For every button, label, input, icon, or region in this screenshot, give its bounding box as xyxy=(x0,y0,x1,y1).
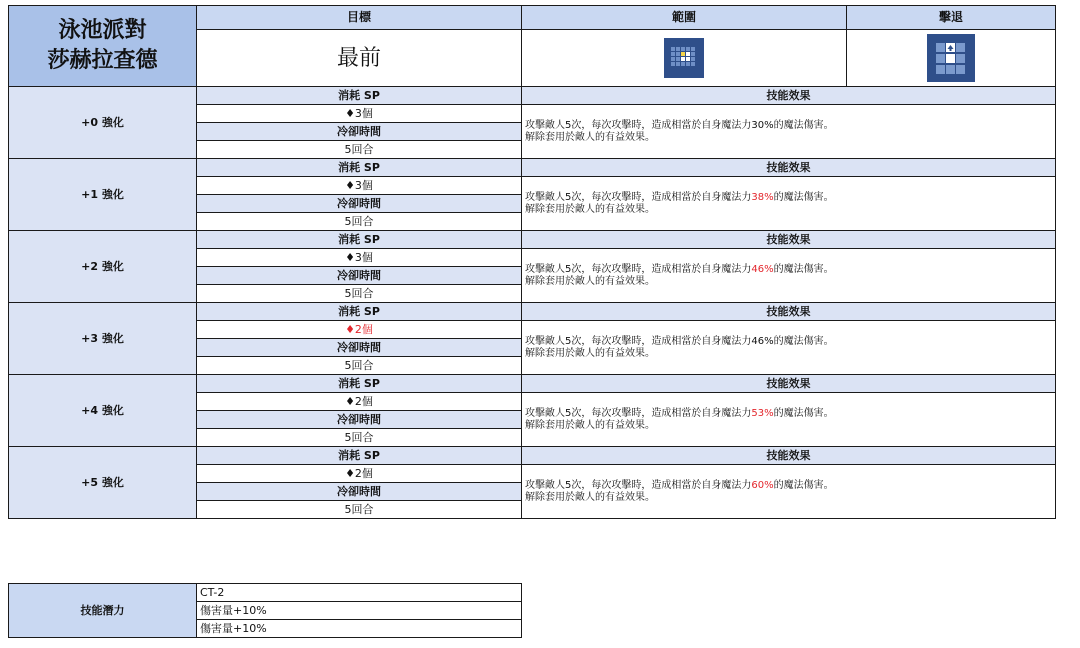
effect-line2: 解除套用於敵人的有益效果。 xyxy=(525,275,655,287)
cost-value: ♦3個 xyxy=(197,249,522,267)
effect-label: 技能效果 xyxy=(522,375,1056,393)
effect-part-a: 攻擊敵人5次，每次攻擊時，造成相當於自身魔法力 xyxy=(525,335,752,347)
level-label: +4 強化 xyxy=(9,375,197,447)
effect-part-a: 攻擊敵人5次，每次攻擊時，造成相當於自身魔法力 xyxy=(525,263,752,275)
cost-label: 消耗 SP xyxy=(197,303,522,321)
knockback-cell xyxy=(847,30,1056,87)
effect-text xyxy=(522,321,1056,375)
effect-text xyxy=(522,177,1056,231)
cooldown-label: 冷卻時間 xyxy=(197,195,522,213)
effect-line2: 解除套用於敵人的有益效果。 xyxy=(525,491,655,503)
skill-name-line2: 莎赫拉查德 xyxy=(47,48,158,73)
effect-percent: 53% xyxy=(751,407,774,419)
effect-percent: 30% xyxy=(751,119,774,131)
effect-text xyxy=(522,249,1056,303)
effect-percent: 38% xyxy=(751,191,774,203)
cooldown-value: 5回合 xyxy=(197,141,522,159)
skill-table xyxy=(8,5,1056,519)
effect-label: 技能效果 xyxy=(522,159,1056,177)
effect-percent: 46% xyxy=(751,263,774,275)
cooldown-label: 冷卻時間 xyxy=(197,483,522,501)
effect-part-b: 的魔法傷害。 xyxy=(773,479,834,491)
knockback-header: 擊退 xyxy=(847,6,1056,30)
cooldown-value: 5回合 xyxy=(197,501,522,519)
range-grid-icon xyxy=(664,38,704,78)
effect-text xyxy=(522,465,1056,519)
effect-part-b: 的魔法傷害。 xyxy=(773,191,834,203)
target-header: 目標 xyxy=(197,6,522,30)
effect-line2: 解除套用於敵人的有益效果。 xyxy=(525,131,655,143)
cost-value: ♦2個 xyxy=(197,393,522,411)
effect-line2: 解除套用於敵人的有益效果。 xyxy=(525,419,655,431)
potential-item: 傷害量+10% xyxy=(197,602,522,620)
effect-part-b: 的魔法傷害。 xyxy=(773,407,834,419)
level-label: +1 強化 xyxy=(9,159,197,231)
cooldown-value: 5回合 xyxy=(197,213,522,231)
range-header: 範圍 xyxy=(522,6,847,30)
effect-part-b: 的魔法傷害。 xyxy=(773,119,834,131)
cooldown-value: 5回合 xyxy=(197,357,522,375)
potential-table xyxy=(8,583,522,638)
cost-label: 消耗 SP xyxy=(197,447,522,465)
cost-value: ♦3個 xyxy=(197,177,522,195)
level-label: +2 強化 xyxy=(9,231,197,303)
effect-label: 技能效果 xyxy=(522,447,1056,465)
level-label: +0 強化 xyxy=(9,87,197,159)
level-label: +5 強化 xyxy=(9,447,197,519)
effect-label: 技能效果 xyxy=(522,87,1056,105)
cooldown-value: 5回合 xyxy=(197,429,522,447)
effect-part-a: 攻擊敵人5次，每次攻擊時，造成相當於自身魔法力 xyxy=(525,119,752,131)
cooldown-label: 冷卻時間 xyxy=(197,267,522,285)
level-label: +3 強化 xyxy=(9,303,197,375)
effect-percent: 60% xyxy=(751,479,774,491)
cooldown-label: 冷卻時間 xyxy=(197,123,522,141)
effect-part-a: 攻擊敵人5次，每次攻擊時，造成相當於自身魔法力 xyxy=(525,479,752,491)
cost-label: 消耗 SP xyxy=(197,87,522,105)
cost-label: 消耗 SP xyxy=(197,231,522,249)
effect-line1 xyxy=(525,480,1055,492)
effect-line2: 解除套用於敵人的有益效果。 xyxy=(525,347,655,359)
skill-name-line1: 泳池派對 xyxy=(58,18,147,43)
effect-text xyxy=(522,393,1056,447)
effect-line1 xyxy=(525,192,1055,204)
range-cell xyxy=(522,30,847,87)
effect-percent: 46% xyxy=(751,335,774,347)
cost-label: 消耗 SP xyxy=(197,375,522,393)
cooldown-label: 冷卻時間 xyxy=(197,411,522,429)
effect-part-a: 攻擊敵人5次，每次攻擊時，造成相當於自身魔法力 xyxy=(525,407,752,419)
effect-line1 xyxy=(525,336,1055,348)
knockback-grid-icon xyxy=(927,34,975,82)
effect-line1 xyxy=(525,120,1055,132)
cost-value: ♦2個 xyxy=(197,465,522,483)
potential-item: 傷害量+10% xyxy=(197,620,522,638)
cost-label: 消耗 SP xyxy=(197,159,522,177)
effect-text xyxy=(522,105,1056,159)
effect-part-a: 攻擊敵人5次，每次攻擊時，造成相當於自身魔法力 xyxy=(525,191,752,203)
effect-label: 技能效果 xyxy=(522,231,1056,249)
effect-line2: 解除套用於敵人的有益效果。 xyxy=(525,203,655,215)
cost-value: ♦2個 xyxy=(197,321,522,339)
potential-label: 技能潛力 xyxy=(9,584,197,638)
effect-label: 技能效果 xyxy=(522,303,1056,321)
cost-value: ♦3個 xyxy=(197,105,522,123)
cooldown-label: 冷卻時間 xyxy=(197,339,522,357)
effect-line1 xyxy=(525,408,1055,420)
effect-part-b: 的魔法傷害。 xyxy=(773,263,834,275)
skill-name xyxy=(9,6,197,87)
potential-item: CT-2 xyxy=(197,584,522,602)
effect-part-b: 的魔法傷害。 xyxy=(773,335,834,347)
target-value: 最前 xyxy=(197,30,522,87)
effect-line1 xyxy=(525,264,1055,276)
cooldown-value: 5回合 xyxy=(197,285,522,303)
